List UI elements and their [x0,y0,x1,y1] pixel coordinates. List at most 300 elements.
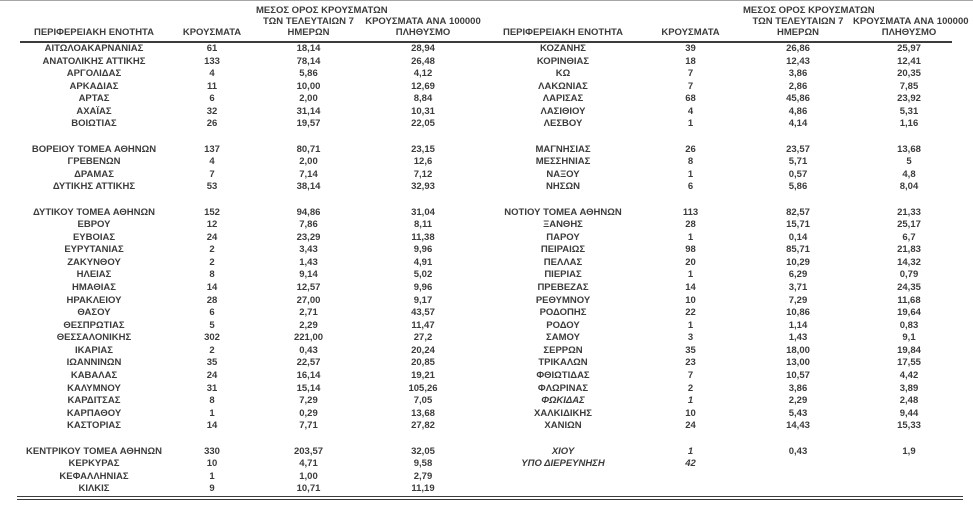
per100k-cell: 24,35 [897,281,921,293]
avg7-cell: 14,43 [786,420,810,432]
table-row [488,357,965,370]
column-header-per100k-line2: ΠΛΗΘΥΣΜΟ [881,27,937,38]
column-header-per100k-line2: ΠΛΗΘΥΣΜΟ [395,27,451,38]
avg7-cell: 9,14 [299,269,318,281]
region-cell: ΕΒΡΟΥ [77,219,111,231]
column-header-avg7-line2: ΤΩΝ ΤΕΛΕΥΤΑΙΩΝ 7 [263,16,354,27]
spacer-row [488,433,965,446]
per100k-cell: 9,96 [413,244,433,256]
region-cell: ΘΕΣΣΑΛΟΝΙΚΗΣ [56,332,132,344]
per100k-cell: 0,79 [899,269,919,281]
region-cell: ΚΑΛΥΜΝΟΥ [67,382,121,394]
avg7-cell: 3,86 [788,68,808,80]
column-header-avg7 [743,0,875,43]
region-cell: ΚΟΡΙΝΘΙΑΣ [536,55,590,67]
table-row [488,156,965,169]
table-row [488,446,965,459]
header-row [488,0,965,43]
column-header-avg7-line1: ΜΕΣΟΣ ΟΡΟΣ ΚΡΟΥΣΜΑΤΩΝ [743,5,875,16]
cases-table-right [488,0,969,471]
region-cell: ΠΡΕΒΕΖΑΣ [537,281,589,293]
region-cell: ΑΡΚΑΔΙΑΣ [69,80,119,92]
table-row [20,307,485,320]
avg7-cell: 5,71 [788,156,808,168]
cases-cell: 1 [687,269,694,281]
cases-cell: 6 [687,181,694,193]
table-row [20,169,485,182]
cases-cell: 35 [685,344,696,356]
table-row [488,219,965,232]
table-row [488,118,965,131]
table-row [20,282,485,295]
region-cell: ΓΡΕΒΕΝΩΝ [67,156,121,168]
cases-cell: 5 [209,319,215,331]
avg7-cell: 27,00 [296,294,321,306]
table-row [20,118,485,131]
column-header-avg7 [256,0,388,43]
avg7-cell: 80,71 [296,143,321,155]
table-row [488,56,965,69]
region-cell: ΕΥΡΥΤΑΝΙΑΣ [64,244,124,256]
per100k-cell: 4,12 [413,68,433,80]
region-cell: ΑΙΤΩΛΟΑΚΑΡΝΑΝΙΑΣ [44,43,144,54]
cases-cell: 26 [685,143,696,155]
region-cell: ΗΡΑΚΛΕΙΟΥ [66,294,122,306]
per100k-cell: 2,79 [413,470,433,482]
region-cell: ΛΑΣΙΘΙΟΥ [540,105,586,117]
region-cell: ΚΙΛΚΙΣ [78,483,110,495]
bottom-double-rule [17,496,963,500]
cases-cell: 42 [685,458,696,470]
per100k-cell: 12,69 [411,80,435,92]
region-cell: ΚΑΒΑΛΑΣ [70,370,118,382]
per100k-cell: 5,31 [899,105,919,117]
avg7-cell: 38,14 [296,181,321,193]
cases-cell: 28 [685,219,696,231]
region-cell: ΛΕΣΒΟΥ [543,118,583,130]
table-row [20,181,485,194]
per100k-cell: 43,57 [411,307,435,319]
avg7-cell: 3,71 [788,281,808,293]
column-header-avg7-line3: ΗΜΕΡΩΝ [777,27,819,38]
avg7-cell: 7,14 [299,168,318,180]
table-row [20,232,485,245]
avg7-cell: 2,29 [788,395,808,407]
table-row [488,320,965,333]
table-row [20,395,485,408]
table-row [488,144,965,157]
region-cell: ΚΕΡΚΥΡΑΣ [68,458,120,470]
per100k-cell: 21,33 [897,206,921,218]
per100k-cell [853,458,965,471]
per100k-cell: 23,15 [411,143,435,155]
per100k-cell: 26,48 [411,55,435,67]
table-row [488,181,965,194]
table-row [488,295,965,308]
region-cell: ΡΕΘΥΜΝΟΥ [535,294,591,306]
per100k-cell: 13,68 [411,407,435,419]
cases-cell: 39 [685,43,696,54]
region-cell: ΣΕΡΡΩΝ [543,344,583,356]
region-cell: ΡΟΔΟΠΗΣ [539,307,587,319]
region-cell: ΝΑΞΟΥ [546,168,580,180]
avg7-cell: 6,29 [788,269,808,281]
region-cell: ΠΕΙΡΑΙΩΣ [540,244,586,256]
per100k-cell: 13,68 [897,143,921,155]
avg7-cell: 10,71 [296,483,321,495]
cases-cell: 137 [204,143,220,155]
table-row [488,458,965,471]
table-row [488,383,965,396]
table-row [488,106,965,119]
spacer-row [488,194,965,207]
avg7-cell: 0,57 [788,168,808,180]
table-row [488,68,965,81]
cases-cell: 302 [204,332,220,344]
cases-cell: 9 [209,483,215,495]
cases-cell: 152 [204,206,220,218]
per100k-cell: 20,35 [897,68,921,80]
spacer-cell [20,433,485,446]
cases-cell: 10 [685,294,696,306]
region-cell: ΚΟΖΑΝΗΣ [540,43,586,54]
column-header-per100k-line1: ΚΡΟΥΣΜΑΤΑ ΑΝΑ 100000 [365,16,481,27]
cases-table-left [20,0,485,496]
table-row [20,370,485,383]
region-cell: ΚΑΣΤΟΡΙΑΣ [67,420,121,432]
avg7-cell: 7,71 [299,420,318,432]
table-row [20,383,485,396]
cases-cell: 1 [687,231,694,243]
cases-cell: 2 [209,344,215,356]
table-row [20,446,485,459]
per100k-cell: 11,38 [411,231,435,243]
avg7-cell: 22,57 [296,357,321,369]
avg7-cell: 221,00 [293,332,324,344]
cases-cell: 24 [206,370,218,382]
per100k-cell: 7,12 [413,168,433,180]
table-row [20,458,485,471]
cases-cell: 7 [687,68,694,80]
column-header-per100k-line1: ΚΡΟΥΣΜΑΤΑ ΑΝΑ 100000 [853,16,969,27]
spacer-cell [20,194,485,207]
region-cell: ΣΑΜΟΥ [546,332,580,344]
cases-cell: 8 [209,269,215,281]
table-row [20,144,485,157]
per100k-cell: 4,8 [902,168,916,180]
per100k-cell: 11,68 [897,294,921,306]
avg7-cell: 12,43 [786,55,810,67]
column-header-avg7-line2: ΤΩΝ ΤΕΛΕΥΤΑΙΩΝ 7 [752,16,844,27]
per100k-cell: 8,11 [414,219,432,231]
header-row [20,0,485,43]
cases-cell: 53 [206,181,218,193]
table-row [20,156,485,169]
region-cell: ΝΗΣΩΝ [546,181,580,193]
region-cell: ΧΑΝΙΩΝ [544,420,582,432]
avg7-cell: 18,00 [786,344,810,356]
column-header-cases: ΚΡΟΥΣΜΑΤΑ [661,27,720,38]
per100k-cell: 11,19 [411,483,435,495]
cases-cell: 6 [209,93,215,105]
region-cell: ΠΕΛΛΑΣ [543,256,583,268]
cases-cell: 6 [209,307,215,319]
table-row [20,93,485,106]
table-row [488,332,965,345]
spacer-row [20,433,485,446]
avg7-cell: 15,14 [296,382,321,394]
avg7-cell: 19,57 [296,118,321,130]
per100k-cell: 20,24 [411,344,435,356]
table-row [488,81,965,94]
region-cell: ΜΑΓΝΗΣΙΑΣ [535,143,591,155]
cases-cell: 4 [209,68,215,80]
cases-cell: 4 [209,156,215,168]
region-cell: ΒΟΡΕΙΟΥ ΤΟΜΕΑ ΑΘΗΝΩΝ [31,143,157,155]
avg7-cell: 10,00 [296,80,321,92]
region-cell: ΖΑΚΥΝΘΟΥ [67,256,121,268]
spacer-row [488,131,965,144]
cases-cell: 7 [687,370,694,382]
avg7-cell: 23,29 [296,231,321,243]
avg7-cell: 45,86 [786,93,810,105]
region-cell: ΑΧΑΪΑΣ [76,105,112,117]
table-row [20,408,485,421]
table-row [488,307,965,320]
per100k-cell: 15,33 [897,420,921,432]
per100k-cell: 4,91 [413,256,433,268]
per100k-cell: 27,2 [413,332,433,344]
cases-cell: 24 [685,420,696,432]
per100k-cell: 6,7 [902,231,916,243]
region-cell: ΚΩ [555,68,571,80]
region-cell: ΦΛΩΡΙΝΑΣ [537,382,589,394]
cases-cell: 14 [685,281,696,293]
avg7-cell: 1,43 [788,332,808,344]
region-cell: ΚΕΝΤΡΙΚΟΥ ΤΟΜΕΑ ΑΘΗΝΩΝ [26,445,162,457]
region-cell: ΠΙΕΡΙΑΣ [544,269,582,281]
column-header-avg7-line3: ΗΜΕΡΩΝ [287,27,330,38]
cases-cell: 1 [687,168,694,180]
per100k-cell: 25,97 [897,43,921,54]
region-cell: ΔΥΤΙΚΗΣ ΑΤΤΙΚΗΣ [52,181,136,193]
region-cell: ΛΑΚΩΝΙΑΣ [538,80,588,92]
cases-cell: 20 [685,256,696,268]
table-row [20,332,485,345]
cases-cell: 1 [687,395,694,407]
per100k-cell: 1,16 [899,118,919,130]
avg7-cell: 85,71 [786,244,810,256]
spacer-cell [488,433,965,446]
region-cell: ΧΑΛΚΙΔΙΚΗΣ [534,407,592,419]
per100k-cell: 19,64 [897,307,921,319]
table-row [20,81,485,94]
avg7-cell: 5,86 [788,181,808,193]
cases-cell: 133 [204,55,220,67]
avg7-cell: 12,57 [296,281,321,293]
avg7-cell: 10,29 [786,256,810,268]
cases-cell: 31 [206,382,218,394]
cases-cell: 23 [685,357,696,369]
per100k-cell: 4,42 [899,370,919,382]
region-cell: ΦΩΚΙΔΑΣ [541,395,585,407]
avg7-cell: 10,86 [786,307,810,319]
avg7-cell: 1,43 [299,256,318,268]
table-row [20,357,485,370]
cases-cell: 330 [204,445,220,457]
region-cell: ΚΕΦΑΛΛΗΝΙΑΣ [59,470,129,482]
per100k-cell: 22,05 [411,118,435,130]
avg7-cell [743,458,853,471]
region-cell: ΛΑΡΙΣΑΣ [542,93,584,105]
cases-cell: 2 [209,244,215,256]
table-row [20,56,485,69]
column-header-region: ΠΕΡΙΦΕΡΕΙΑΚΗ ΕΝΟΤΗΤΑ [502,27,624,38]
header-underline [20,41,952,43]
region-cell: ΑΝΑΤΟΛΙΚΗΣ ΑΤΤΙΚΗΣ [42,55,146,67]
avg7-cell: 3,86 [788,382,808,394]
per100k-cell: 21,83 [897,244,921,256]
cases-cell: 24 [206,231,218,243]
per100k-cell: 9,58 [413,458,433,470]
cases-cell: 8 [209,395,215,407]
avg7-cell: 7,29 [299,395,318,407]
table-row [20,345,485,358]
per100k-cell: 10,31 [411,105,435,117]
region-cell: ΕΥΒΟΙΑΣ [72,231,116,243]
avg7-cell: 2,71 [299,307,318,319]
cases-cell: 8 [687,156,694,168]
table-row [20,320,485,333]
cases-cell: 61 [206,43,218,54]
avg7-cell: 2,86 [788,80,808,92]
cases-cell: 22 [685,307,696,319]
right-table-body [488,43,965,471]
region-cell: ΗΜΑΘΙΑΣ [72,281,116,293]
per100k-cell: 20,85 [411,357,435,369]
table-row [488,207,965,220]
per100k-cell: 9,96 [413,281,433,293]
spacer-row [20,131,485,144]
avg7-cell: 15,71 [786,219,810,231]
column-header-avg7-line1: ΜΕΣΟΣ ΟΡΟΣ ΚΡΟΥΣΜΑΤΩΝ [256,5,388,16]
cases-cell: 28 [206,294,218,306]
cases-cell: 7 [209,168,215,180]
avg7-cell: 31,14 [296,105,321,117]
avg7-cell: 2,00 [299,93,318,105]
cases-cell: 35 [206,357,218,369]
table-row [488,395,965,408]
cases-cell: 3 [687,332,694,344]
per100k-cell: 7,85 [899,80,919,92]
region-cell: ΥΠΟ ΔΙΕΡΕΥΝΗΣΗ [521,458,605,470]
spacer-cell [488,194,965,207]
table-row [488,244,965,257]
per100k-cell: 105,26 [408,382,438,394]
avg7-cell: 5,86 [299,68,318,80]
avg7-cell: 23,57 [786,143,810,155]
per100k-cell: 8,84 [413,93,433,105]
region-cell: ΘΕΣΠΡΩΤΙΑΣ [63,319,125,331]
per100k-cell: 23,92 [897,93,921,105]
avg7-cell: 78,14 [296,55,321,67]
avg7-cell: 4,71 [299,458,318,470]
per100k-cell: 32,05 [411,445,435,457]
column-header-region: ΠΕΡΙΦΕΡΕΙΑΚΗ ΕΝΟΤΗΤΑ [33,27,155,38]
region-cell: ΑΡΤΑΣ [78,93,110,105]
avg7-cell: 2,00 [299,156,318,168]
per100k-cell: 11,47 [411,319,435,331]
table-row [20,483,485,496]
region-cell: ΧΙΟΥ [551,445,575,457]
avg7-cell: 0,14 [788,231,808,243]
per100k-cell: 12,6 [413,156,433,168]
cases-cell: 4 [687,105,694,117]
per100k-cell: 9,44 [899,407,919,419]
avg7-cell: 10,57 [786,370,810,382]
region-cell: ΡΟΔΟΥ [546,319,580,331]
cases-cell: 12 [206,219,218,231]
avg7-cell: 7,29 [788,294,808,306]
per100k-cell: 1,9 [902,445,916,457]
region-cell: ΦΘΙΩΤΙΔΑΣ [536,370,590,382]
region-cell: ΘΑΣΟΥ [77,307,111,319]
region-cell: ΠΑΡΟΥ [546,231,580,243]
per100k-cell: 14,32 [897,256,921,268]
table-row [488,43,965,56]
avg7-cell: 1,14 [788,319,808,331]
cases-cell: 2 [209,256,215,268]
per100k-cell: 32,93 [411,181,435,193]
avg7-cell: 82,57 [786,206,810,218]
table-row [488,420,965,433]
avg7-cell: 0,43 [299,344,318,356]
table-row [20,106,485,119]
table-left-header [20,0,485,43]
avg7-cell: 26,86 [786,43,810,54]
avg7-cell: 3,43 [299,244,318,256]
avg7-cell: 13,00 [786,357,810,369]
region-cell: ΚΑΡΠΑΘΟΥ [66,407,122,419]
cases-cell: 68 [685,93,696,105]
table-row [488,169,965,182]
avg7-cell: 2,29 [299,319,318,331]
region-cell: ΞΑΝΘΗΣ [543,219,583,231]
cases-cell: 11 [206,80,218,92]
spacer-row [20,194,485,207]
per100k-cell: 9,17 [413,294,433,306]
cases-cell: 10 [206,458,218,470]
table-row [20,257,485,270]
region-cell: ΔΥΤΙΚΟΥ ΤΟΜΕΑ ΑΘΗΝΩΝ [33,206,155,218]
cases-cell: 1 [687,319,694,331]
region-cell: ΒΟΙΩΤΙΑΣ [71,118,117,130]
cases-cell: 1 [209,407,215,419]
table-row [488,345,965,358]
cases-cell: 113 [682,206,699,218]
per100k-cell: 28,94 [411,43,435,54]
region-cell: ΑΡΓΟΛΙΔΑΣ [66,68,122,80]
per100k-cell: 7,05 [413,395,433,407]
per100k-cell: 5,02 [413,269,433,281]
table-row [488,269,965,282]
table-row [20,420,485,433]
per100k-cell: 17,55 [897,357,921,369]
table-row [488,93,965,106]
cases-cell: 7 [687,80,694,92]
cases-cell: 1 [687,445,694,457]
avg7-cell: 18,14 [296,43,321,54]
